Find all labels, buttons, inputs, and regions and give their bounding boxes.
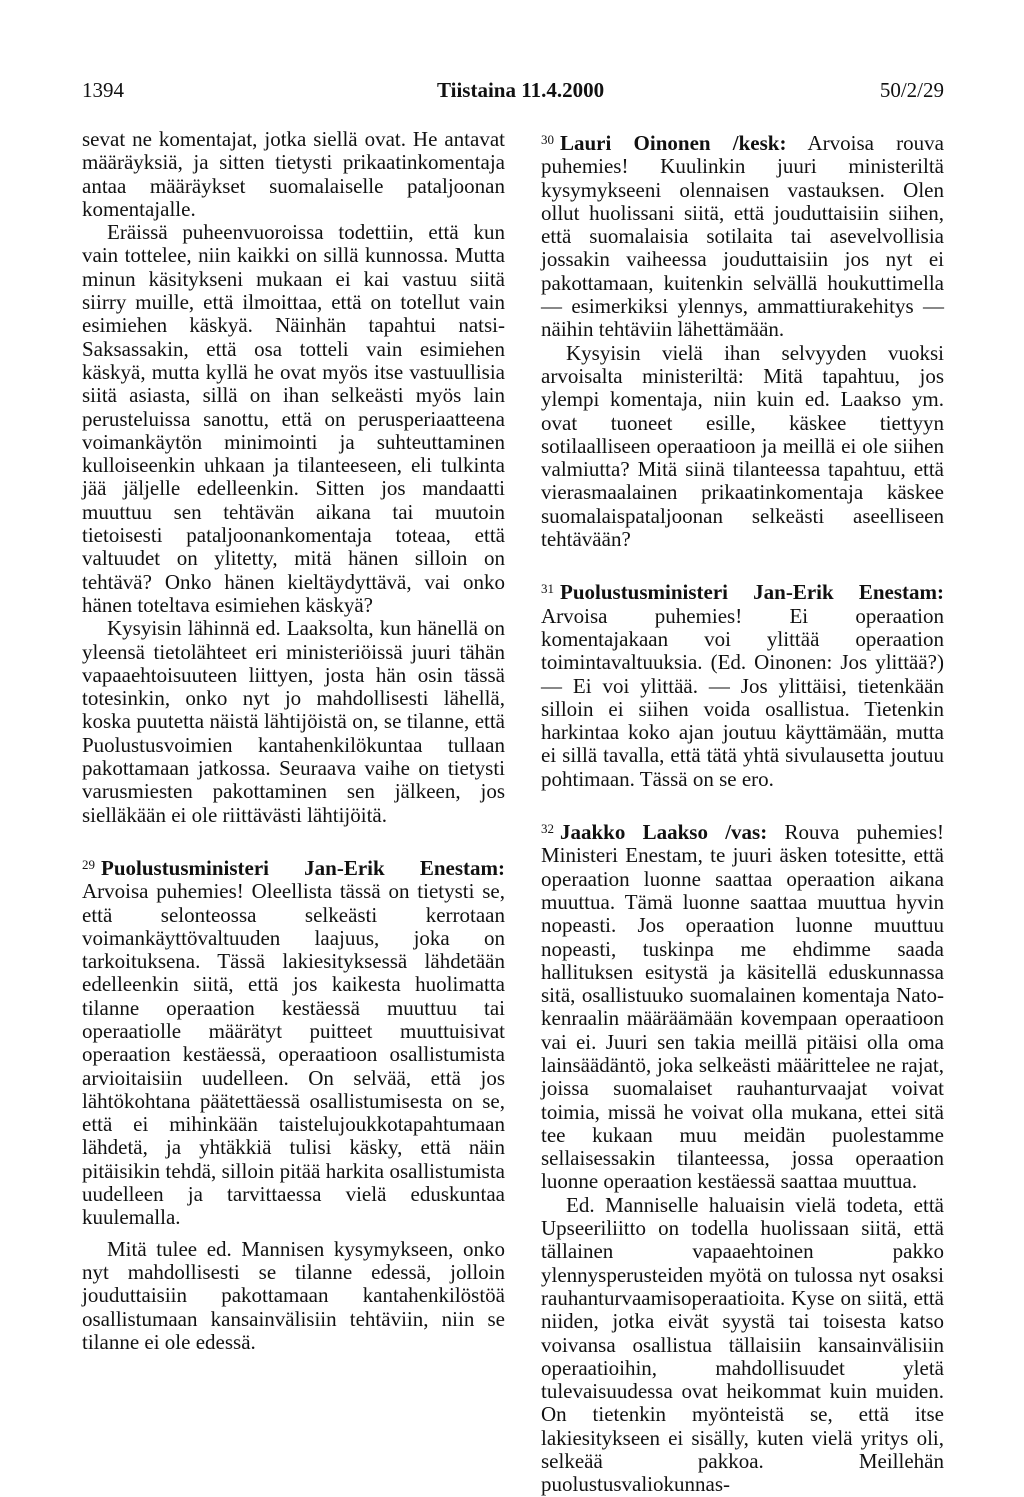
speech-text: Arvoisa puhemies! Ei operaation komentajakaan voi ylittää operaation toimintavaltuuksia. (Ed. Oinonen: Jos ylittää?) — Ei voi ylittää. — Jos ylittäisi, tietenkään silloin ei siihen voida osallistua. Tietenkin harkintaa koko ajan joutuu käyttämään, mutta ei sillä tavalla, että tätä yhtä sivulausetta joutuu pohtimaan. Tässä on se ero. — [541, 603, 944, 791]
page-number: 1394 — [82, 78, 124, 102]
speech-29 — [82, 853, 505, 1230]
paragraph: Ed. Manniselle haluaisin vielä todeta, että Upseeriliitto on todella huolissaan siitä, että tällainen vapaaehtoinen pakko ylennysperusteiden myötä on tulossa nyt osaksi rauhanturvaamisoperaatioita. Kyse on siitä, että niiden, jotka eivät syystä tai toisesta katso voivansa osallistua tällaisiin kansainvälisiin operaatioihin, mahdollisuudet yletä tulevaisuudessa ovat heikommat kuin muiden. On tietenkin myönteistä se, että itse lakiesitykseen ei sisälly, kuten vielä yritys oli, selkeää pakkoa. Meillehän puolustusvaliokunnas- — [541, 1192, 944, 1497]
right-column — [541, 128, 944, 1497]
paragraph: Eräissä puheenvuoroissa todettiin, että kun vain tottelee, niin kaikki on sillä kunnossa. Mutta minun käsitykseni mukaan ei kai vastuu siitä siirry muille, että ilmoittaa, että on totellut vain esimiehen käskyä. Näinhän tapahtui natsi-Saksassakin, että osa totteli vain esimiehen käskyä, mutta kyllä he ovat myös itse vastuullisia siitä asiasta, sillä on ihan selkeästi myös lain perusteluissa sanottu, että on perusperiaatteena voimankäytön minimointi ja suhteuttaminen kulloiseenkin uhkaan ja tilanteeseen, eli tulkinta jää jäljelle edelleenkin. Sitten jos mandaatti muuttuu sen tehtävän aikana tai muutoin tietoisesti pataljoonankomentaja toteaa, että valtuudet on ylitetty, mitä hänen silloin on tehtävä? Onko hänen kieltäydyttävä, vai onko hänen toteltava esimiehen käskyä? — [82, 220, 505, 617]
speaker-name: Lauri Oinonen /kesk: — [560, 131, 787, 155]
paragraph: sevat ne komentajat, jotka siellä ovat. He antavat määräyksiä, ja sitten tietysti prikaatinkomentaja antaa määräykset suomalaiselle pataljoonan komentajalle. — [82, 127, 505, 221]
speech-32 — [541, 817, 944, 1194]
left-column — [82, 128, 505, 1354]
speech-number: 31 — [541, 581, 554, 597]
speaker-name: Puolustusministeri Jan-Erik Enestam: — [560, 580, 944, 605]
speaker-name: Puolustusministeri Jan-Erik Enestam: — [101, 855, 505, 880]
document-reference: 50/2/29 — [879, 78, 944, 102]
speech-number: 29 — [82, 856, 95, 872]
speaker-name: Jaakko Laakso /vas: — [560, 820, 768, 845]
speech-text: Rouva puhemies! Ministeri Enestam, te juuri äsken totesitte, että operaation luonne saattaa operaation aikana muuttua. Tämä luonne saattaa muuttua hyvin nopeasti. Jos operaation luonne muuttuu nopeasti, tuskinpa me ehdimme saada hallituksen esitystä ja käsitellä eduskunnassa sitä, osallistuuko suomalainen komentaja Nato-kenraalin määräämään kovempaan operaatioon vai ei. Juuri sen takia meillä pitäisi olla oma lainsäädäntö, joka selkeästi määrittelee ne rajat, joissa suomalaiset rauhanturvaajat voivat toimia, missä he voivat olla mukana, ettei sitä tee kukaan muu meidän puolestamme sellaisessakin tilanteessa, jossa operaation luonne operaation kestäessä saattaa muuttua. — [541, 820, 944, 1194]
paragraph: Kysyisin lähinnä ed. Laaksolta, kun hänellä on yleensä tietolähteet eri ministeriöissä juuri tähän vapaaehtoisuuteen liittyen, josta hän osin tässä totesinkin, onko nyt jo mahdollisesti lähellä, koska puutetta näistä lähtijöistä on, se tilanne, että Puolustusvoimien kantahenkilökuntaa tullaan pakottamaan jatkossa. Seuraava vaihe on tietysti varusmiesten pakottaminen sen jälkeen, jos sielläkään ei ole riittävästi lähtijöitä. — [82, 616, 505, 827]
speech-30 — [541, 128, 944, 342]
speech-text: Arvoisa rouva puhemies! Kuulinkin juuri ministeriltä kysymykseeni olennaisen vastauksen. Olen ollut huolissani siitä, että jouduttaisiin siihen, että suomalaisia sotilaita tai asevelvollisia jossakin vaiheessa jouduttaisiin jos nyt ei pakottamaan, kuitenkin selvällä houkuttimella — esimerkiksi ylennys, ammattiurakehitys — näihin tehtäviin lähettämään. — [541, 131, 944, 342]
paragraph: Mitä tulee ed. Mannisen kysymykseen, onko nyt mahdollisesti se tilanne edessä, jolloin jouduttaisiin pakottamaan kantahenkilöstöä osallistumaan kansainvälisiin tehtäviin, niin se tilanne ei ole edessä. — [82, 1236, 505, 1354]
speech-31 — [541, 577, 944, 791]
speech-number: 30 — [541, 132, 554, 147]
page-header — [82, 78, 944, 108]
session-date: Tiistaina 11.4.2000 — [437, 78, 605, 102]
speech-number: 32 — [541, 821, 554, 837]
paragraph: Kysyisin vielä ihan selvyyden vuoksi arvoisalta ministeriltä: Mitä tapahtuu, jos ylempi komentaja, niin kuin ed. Laakso ym. ovat tuoneet esille, käskee tiettyyn sotilaalliseen operaatioon ja meillä ei ole siihen valmiutta? Mitä siinä tilanteessa tapahtuu, että vierasmaalainen prikaatinkomentaja käskee suomalaispataljoonan selkeästi aseelliseen tehtävään? — [541, 340, 944, 552]
speech-text: Arvoisa puhemies! Oleellista tässä on tietysti se, että selonteossa selkeästi kerrotaan voimankäyttövaltuuden laajuus, joka on tarkoituksena. Tässä lakiesityksessä lähdetään edelleenkin siitä, että jos kaikesta huolimatta tilanne operaation kestäessä muuttuu tai operaatiolle määrätyt puitteet muuttuisivat operaation kestäessä, operaatioon osallistumista arvioitaisiin uudelleen. On selvää, että jos lähtökohtana päätettäessä osallistumisesta on se, että ei mihinkään taistelujoukkotapahtumaan lähdetä, ja yhtäkkiä tulisi käsky, että näin pitäisikin tehdä, silloin pitää harkita osallistumista uudelleen ja tarvittaessa vielä eduskuntaa kuulemalla. — [82, 879, 505, 1230]
